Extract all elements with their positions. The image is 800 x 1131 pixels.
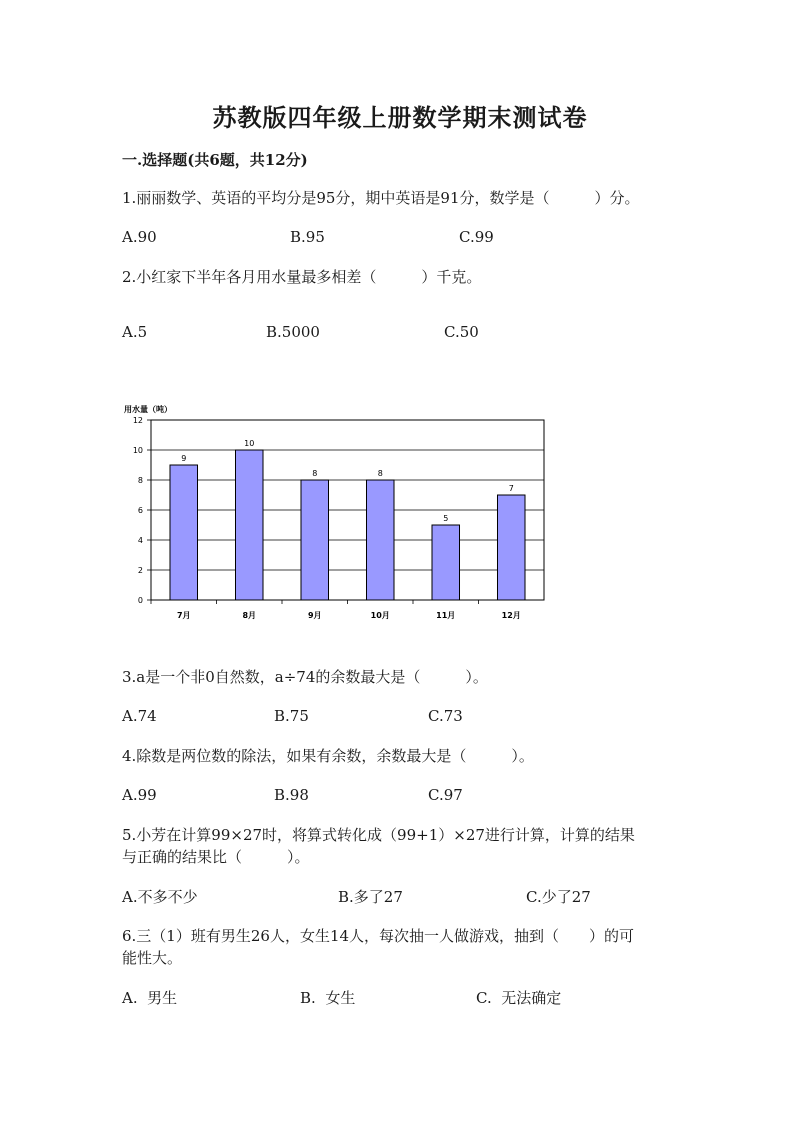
page-title: 苏教版四年级上册数学期末测试卷 [212,103,588,132]
question-6-text-line-2: 能性大。 [122,949,183,967]
water-usage-bar-chart [118,398,558,628]
question-1-text: 1.丽丽数学、英语的平均分是95分，期中英语是91分，数学是（ ）分。 [122,189,640,207]
question-6-text-line-1: 6.三（1）班有男生26人，女生14人，每次抽一人做游戏，抽到（ ）的可 [122,927,635,945]
chart-y-tick-label: 2 [137,566,143,575]
chart-y-tick-label: 8 [137,476,143,485]
question-4-option-b: B.98 [274,786,309,804]
chart-y-tick-label: 0 [137,596,143,605]
chart-y-tick-label: 4 [137,536,143,545]
chart-data-label: 8 [377,469,383,478]
question-1-option-c: C.99 [459,228,494,246]
question-1-option-b: B.95 [290,228,325,246]
chart-bar [366,480,394,600]
question-4-option-a: A.99 [122,786,157,804]
question-5-option-a: A.不多不少 [122,888,198,906]
section-heading: 一.选择题(共6题，共12分) [122,151,308,169]
chart-data-label: 9 [181,454,187,463]
chart-y-tick-label: 10 [132,446,143,455]
question-3-option-a: A.74 [122,707,157,725]
question-2-text: 2.小红家下半年各月用水量最多相差（ ）千克。 [122,268,482,286]
chart-y-tick-label: 6 [137,506,143,515]
question-1-option-a: A.90 [122,228,157,246]
question-2-option-c: C.50 [444,323,479,341]
question-5-option-b: B.多了27 [338,888,403,906]
question-3-option-b: B.75 [274,707,309,725]
question-5-text-line-1: 5.小芳在计算99×27时，将算式转化成（99+1）×27进行计算，计算的结果 [122,826,635,844]
chart-bar [432,525,460,600]
chart-x-tick-label: 10月 [370,611,390,620]
chart-x-tick-label: 9月 [307,611,322,620]
chart-y-tick-label: 12 [132,416,143,425]
chart-bar [235,450,263,600]
chart-data-label: 10 [244,439,255,448]
chart-data-label: 8 [312,469,318,478]
question-6-option-b: B. 女生 [300,989,356,1007]
chart-data-label: 7 [508,484,514,493]
chart-x-tick-label: 12月 [501,611,521,620]
chart-bar [170,465,198,600]
question-2-option-a: A.5 [122,323,148,341]
chart-bar [301,480,329,600]
chart-data-label: 5 [443,514,449,523]
chart-y-axis-label: 用水量（吨） [124,405,172,414]
chart-x-tick-label: 8月 [242,611,257,620]
question-3-text: 3.a是一个非0自然数，a÷74的余数最大是（ ）。 [122,668,488,686]
chart-x-tick-label: 11月 [436,611,456,620]
question-3-option-c: C.73 [428,707,463,725]
chart-bar [497,495,525,600]
chart-x-tick-label: 7月 [176,611,191,620]
question-6-option-c: C. 无法确定 [476,989,562,1007]
question-4-option-c: C.97 [428,786,463,804]
question-5-text-line-2: 与正确的结果比（ ）。 [122,848,310,866]
question-4-text: 4.除数是两位数的除法，如果有余数，余数最大是（ ）。 [122,747,534,765]
question-2-option-b: B.5000 [266,323,320,341]
question-6-option-a: A. 男生 [122,989,178,1007]
question-5-option-c: C.少了27 [526,888,591,906]
